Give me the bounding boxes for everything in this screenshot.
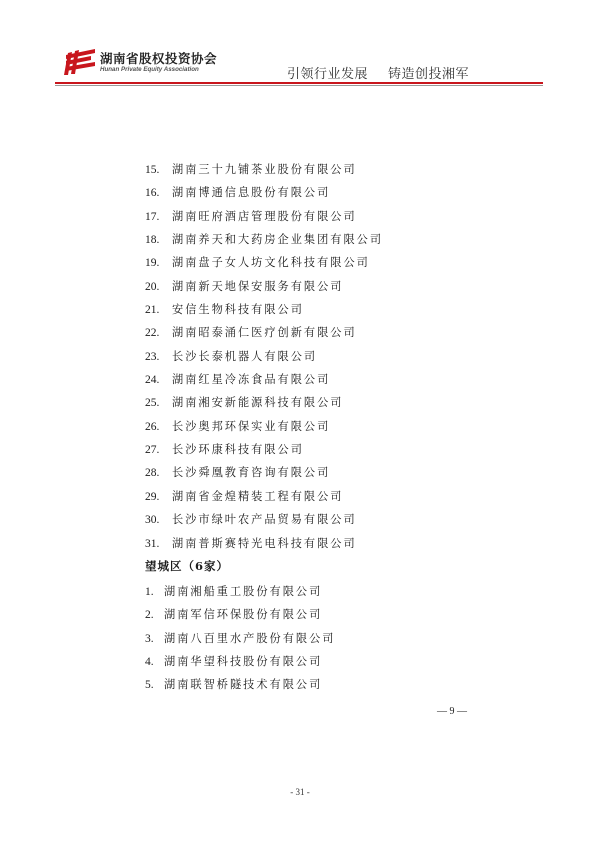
list-item <box>145 652 505 675</box>
outer-page-number: - 31 - <box>290 787 310 797</box>
company-name: 湖南养天和大药房企业集团有限公司 <box>172 233 384 247</box>
company-name: 湖南湘船重工股份有限公司 <box>164 585 323 598</box>
list-item <box>145 160 505 183</box>
item-number: 2. <box>145 609 154 622</box>
inner-page-number: — 9 — <box>437 706 467 717</box>
header-rule-grey <box>55 85 543 86</box>
company-name: 湖南博通信息股份有限公司 <box>172 186 331 200</box>
item-number: 24. <box>145 374 160 387</box>
company-list-wangcheng <box>145 582 505 699</box>
company-name: 湖南八百里水产股份有限公司 <box>164 631 336 645</box>
org-name-en: Hunan Private Equity Association <box>100 66 199 73</box>
item-number: 30. <box>145 514 160 527</box>
header-rule-red <box>55 82 543 84</box>
list-item <box>145 534 505 557</box>
company-list-continued <box>145 160 505 557</box>
item-number: 17. <box>145 210 160 223</box>
list-item <box>145 183 505 206</box>
company-name: 湖南省金煌精装工程有限公司 <box>172 489 344 503</box>
company-name: 长沙舜凰教育咨询有限公司 <box>172 466 331 480</box>
item-number: 25. <box>145 397 160 410</box>
list-item <box>145 207 505 230</box>
item-number: 28. <box>145 467 160 480</box>
item-number: 27. <box>145 444 160 457</box>
header-slogan <box>287 63 469 82</box>
list-item <box>145 440 505 463</box>
list-item <box>145 510 505 533</box>
item-number: 1. <box>145 586 154 598</box>
list-item <box>145 300 505 323</box>
item-number: 15. <box>145 164 160 176</box>
company-name: 湖南红星冷冻食品有限公司 <box>172 373 331 387</box>
list-item <box>145 463 505 486</box>
item-number: 4. <box>145 656 154 669</box>
item-number: 20. <box>145 280 160 293</box>
company-name: 安信生物科技有限公司 <box>172 303 304 317</box>
company-name: 湖南新天地保安服务有限公司 <box>172 279 344 293</box>
company-name: 湖南普斯赛特光电科技有限公司 <box>172 536 357 550</box>
item-number: 31. <box>145 537 160 550</box>
list-item <box>145 582 505 605</box>
list-item <box>145 417 505 440</box>
item-number: 21. <box>145 304 160 317</box>
page-header <box>0 0 600 90</box>
item-number: 26. <box>145 420 160 433</box>
company-name: 长沙奥邦环保实业有限公司 <box>172 419 331 433</box>
company-name: 长沙环康科技有限公司 <box>172 443 304 457</box>
company-name: 长沙长泰机器人有限公司 <box>172 349 318 363</box>
list-item <box>145 605 505 628</box>
item-number: 3. <box>145 632 154 645</box>
list-item <box>145 230 505 253</box>
list-item <box>145 629 505 652</box>
list-item <box>145 487 505 510</box>
list-item <box>145 347 505 370</box>
slogan-right: 铸造创投湘军 <box>388 67 470 82</box>
item-number: 29. <box>145 490 160 503</box>
slogan-left: 引领行业发展 <box>287 67 369 82</box>
company-name: 湖南湘安新能源科技有限公司 <box>172 396 344 410</box>
item-number: 5. <box>145 679 154 692</box>
company-name: 湖南三十九铺茶业股份有限公司 <box>172 163 357 176</box>
company-name: 湖南旺府酒店管理股份有限公司 <box>172 209 357 223</box>
section-heading-wangcheng: 望城区（6家） <box>145 559 230 573</box>
company-name: 湖南联智桥隧技术有限公司 <box>164 678 323 692</box>
item-number: 18. <box>145 234 160 247</box>
item-number: 22. <box>145 327 160 340</box>
company-name: 长沙市绿叶农产品贸易有限公司 <box>172 513 357 527</box>
company-name: 湖南盘子女人坊文化科技有限公司 <box>172 256 370 270</box>
company-name: 湖南华望科技股份有限公司 <box>164 655 323 669</box>
list-item <box>145 393 505 416</box>
org-name-cn: 湖南省股权投资协会 <box>100 51 218 66</box>
list-item <box>145 675 505 698</box>
list-item <box>145 323 505 346</box>
item-number: 23. <box>145 350 160 363</box>
item-number: 16. <box>145 187 160 200</box>
list-item <box>145 277 505 300</box>
list-item <box>145 370 505 393</box>
company-name: 湖南昭泰涌仁医疗创新有限公司 <box>172 326 357 340</box>
list-item <box>145 253 505 276</box>
hunan-pe-association-logo-icon <box>62 44 96 76</box>
company-name: 湖南军信环保股份有限公司 <box>164 608 323 622</box>
item-number: 19. <box>145 257 160 270</box>
